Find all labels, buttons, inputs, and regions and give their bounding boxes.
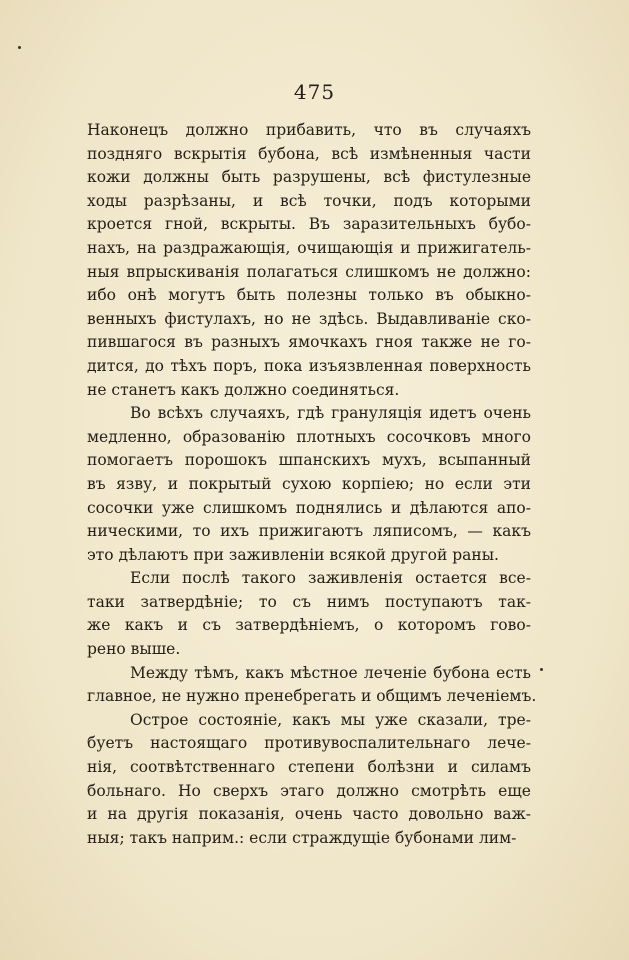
text-line: въ язву, и покрытый сухою корпіею; но если эти [87,474,531,493]
text-line: Между тѣмъ, какъ мѣстное леченіе бубона есть [130,663,531,682]
text-line: кожи должны быть разрушены, всѣ фистулезные [87,168,531,187]
text-line: нахъ, на раздражающія, очищающія и прижигатель- [87,238,531,257]
text-line: медленно, образованію плотныхъ сосочковъ много [87,427,531,446]
text-line: ныя; такъ наприм.: если страждущіе бубонами лим- [87,828,517,847]
text-line: сосочки уже слишкомъ поднялись и дѣлаются апо- [87,498,531,517]
text-line: Наконецъ должно прибавить, что въ случаяхъ [87,121,531,139]
text-line: поздняго вскрытія бубона, всѣ измѣненныя части [87,144,531,163]
text-line: Острое состояніе, какъ мы уже сказали, тре- [130,710,531,729]
text-line: буетъ настоящаго противувоспалительнаго лече- [87,734,531,753]
text-line: пившагося въ разныхъ ямочкахъ гноя также не го- [87,333,531,352]
text-line: Если послѣ такого заживленія остается все- [130,569,531,588]
text-line: главное, не нужно пренебрегать и общимъ леченіемъ. [87,687,537,706]
text-line: больнаго. Но сверхъ этаго должно смотрѣть еще [87,781,531,800]
page-number: 475 [293,80,336,104]
text-line: же какъ и съ затвердѣніемъ, о которомъ гово- [87,616,531,635]
text-line: ибо онѣ могутъ быть полезны только въ обыкно- [87,286,531,305]
text-line: это дѣлаютъ при заживленіи всякой другой раны. [87,545,499,564]
text-line: ныя впрыскиванія полагаться слишкомъ не должно: [87,262,531,281]
body-text [87,119,537,850]
text-line: Во всѣхъ случаяхъ, гдѣ грануляція идетъ очень [130,404,531,423]
text-line: помогаетъ порошокъ шпанскихъ мухъ, всыпанный [87,451,531,470]
ink-speck [540,668,543,671]
text-line: дится, до тѣхъ поръ, пока изъязвленная поверхность [87,356,531,375]
text-line: нія, соотвѣтственнаго степени болѣзни и силамъ [87,758,531,777]
text-line: рено выше. [87,640,181,659]
text-line: и на другія показанія, очень часто довольно важ- [87,805,531,824]
text-line: ходы разрѣзаны, и всѣ точки, подъ которыми [87,191,531,210]
text-line: венныхъ фистулахъ, но не здѣсь. Выдавливаніе ско- [87,309,531,328]
ink-speck [18,46,21,49]
text-line: кроется гной, вскрыты. Въ заразительныхъ бубо- [87,215,531,234]
text-line: ническими, то ихъ прижигаютъ ляписомъ, — какъ [87,522,531,541]
text-line: таки затвердѣніе; то съ нимъ поступаютъ так- [87,592,531,611]
text-line: не станетъ какъ должно соединяться. [87,380,400,399]
